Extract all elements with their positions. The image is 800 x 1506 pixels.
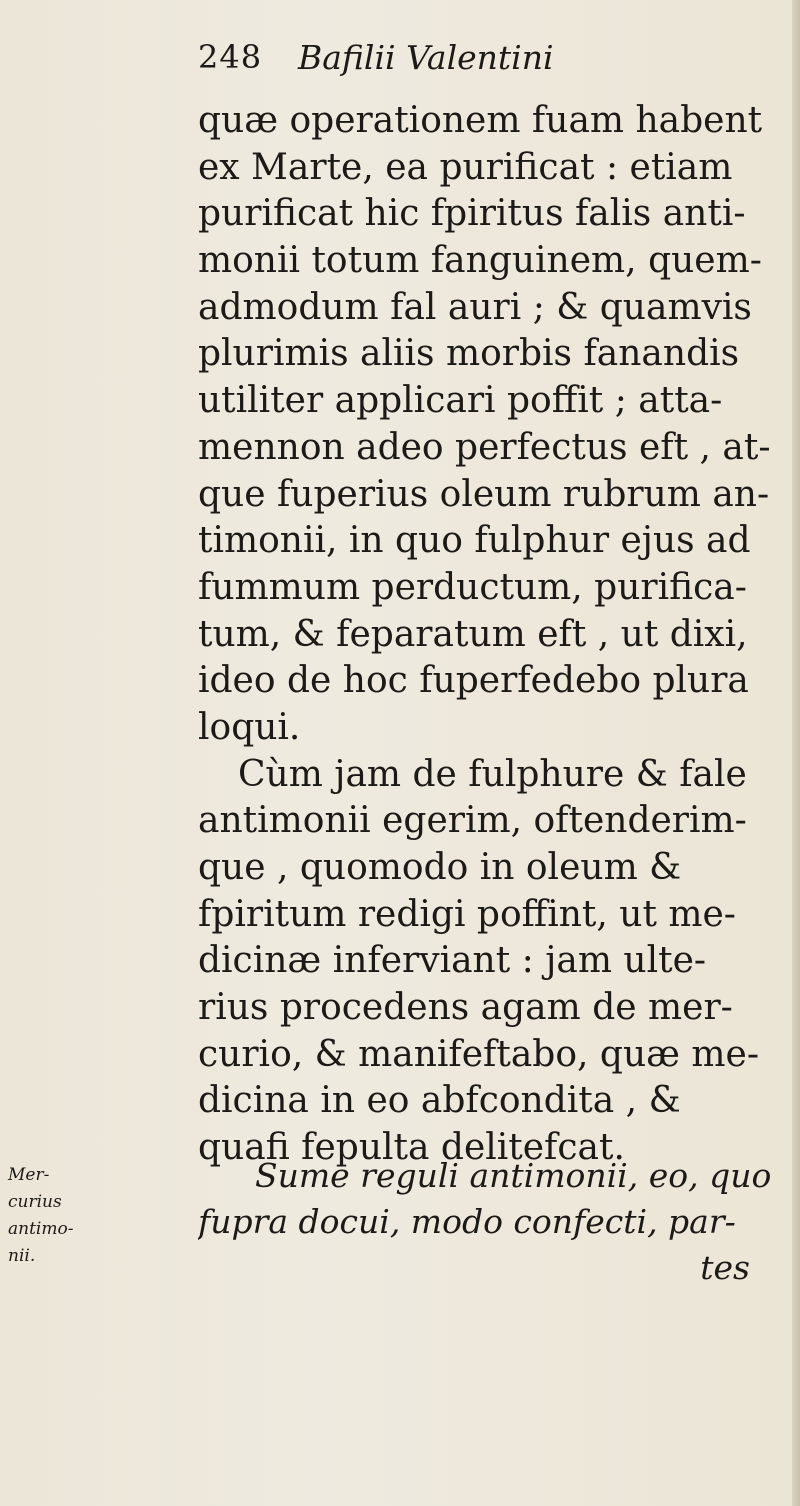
marginal-note-line: nii. — [8, 1246, 36, 1266]
text-line: rius procedens agam de mer- — [198, 987, 733, 1029]
text-line: quæ operationem fuam habent — [198, 100, 763, 141]
marginal-note-line: curius — [8, 1192, 62, 1212]
text-line: ideo de hoc fuperfedebo plura — [198, 660, 749, 702]
text-line: ex Marte, ea purificat : etiam — [198, 146, 733, 188]
page-number: 248 — [198, 38, 263, 76]
text-line: curio, & manifeftabo, quæ me- — [198, 1033, 760, 1075]
text-line: dicina in eo abfcondita , & — [198, 1080, 681, 1122]
text-line: fummum perductum, purifica- — [198, 566, 747, 608]
recipe-line: Sume reguli antimonii, eo, quo — [255, 1156, 772, 1195]
text-line: loqui. — [198, 706, 301, 748]
running-title: Bafilii Valentini — [298, 38, 554, 77]
text-line: plurimis aliis morbis fanandis — [198, 333, 740, 375]
page-edge — [792, 0, 800, 1506]
text-line: Cùm jam de fulphure & fale — [238, 753, 747, 795]
text-line: fpiritum redigi poffint, ut me- — [198, 893, 736, 935]
text-line: mennon adeo perfectus eft , at- — [198, 426, 771, 468]
marginal-note-line: antimo- — [8, 1219, 74, 1239]
text-line: admodum fal auri ; & quamvis — [198, 286, 752, 328]
text-line: que , quomodo in oleum & — [198, 847, 682, 888]
text-line: timonii, in quo fulphur ejus ad — [198, 520, 751, 562]
text-line: dicinæ inferviant : jam ulte- — [198, 940, 707, 982]
recipe-line: fupra docui, modo confecti, par- — [198, 1202, 736, 1241]
text-line: monii totum fanguinem, quem- — [198, 240, 762, 282]
page-header — [198, 38, 758, 88]
recipe-text — [198, 1153, 780, 1291]
recipe-line: tes — [700, 1248, 750, 1287]
text-line: tum, & feparatum eft , ut dixi, — [198, 613, 748, 655]
text-line: purificat hic fpiritus falis anti- — [198, 193, 746, 235]
text-line: que fuperius oleum rubrum an- — [198, 473, 770, 515]
main-text — [198, 98, 780, 1172]
marginal-note — [8, 1162, 88, 1270]
text-line: antimonii egerim, oftenderim- — [198, 800, 747, 842]
marginal-note-line: Mer- — [8, 1165, 50, 1185]
text-line: utiliter applicari poffit ; atta- — [198, 380, 723, 422]
text-line: quafi fepulta delitefcat. — [198, 1127, 625, 1169]
